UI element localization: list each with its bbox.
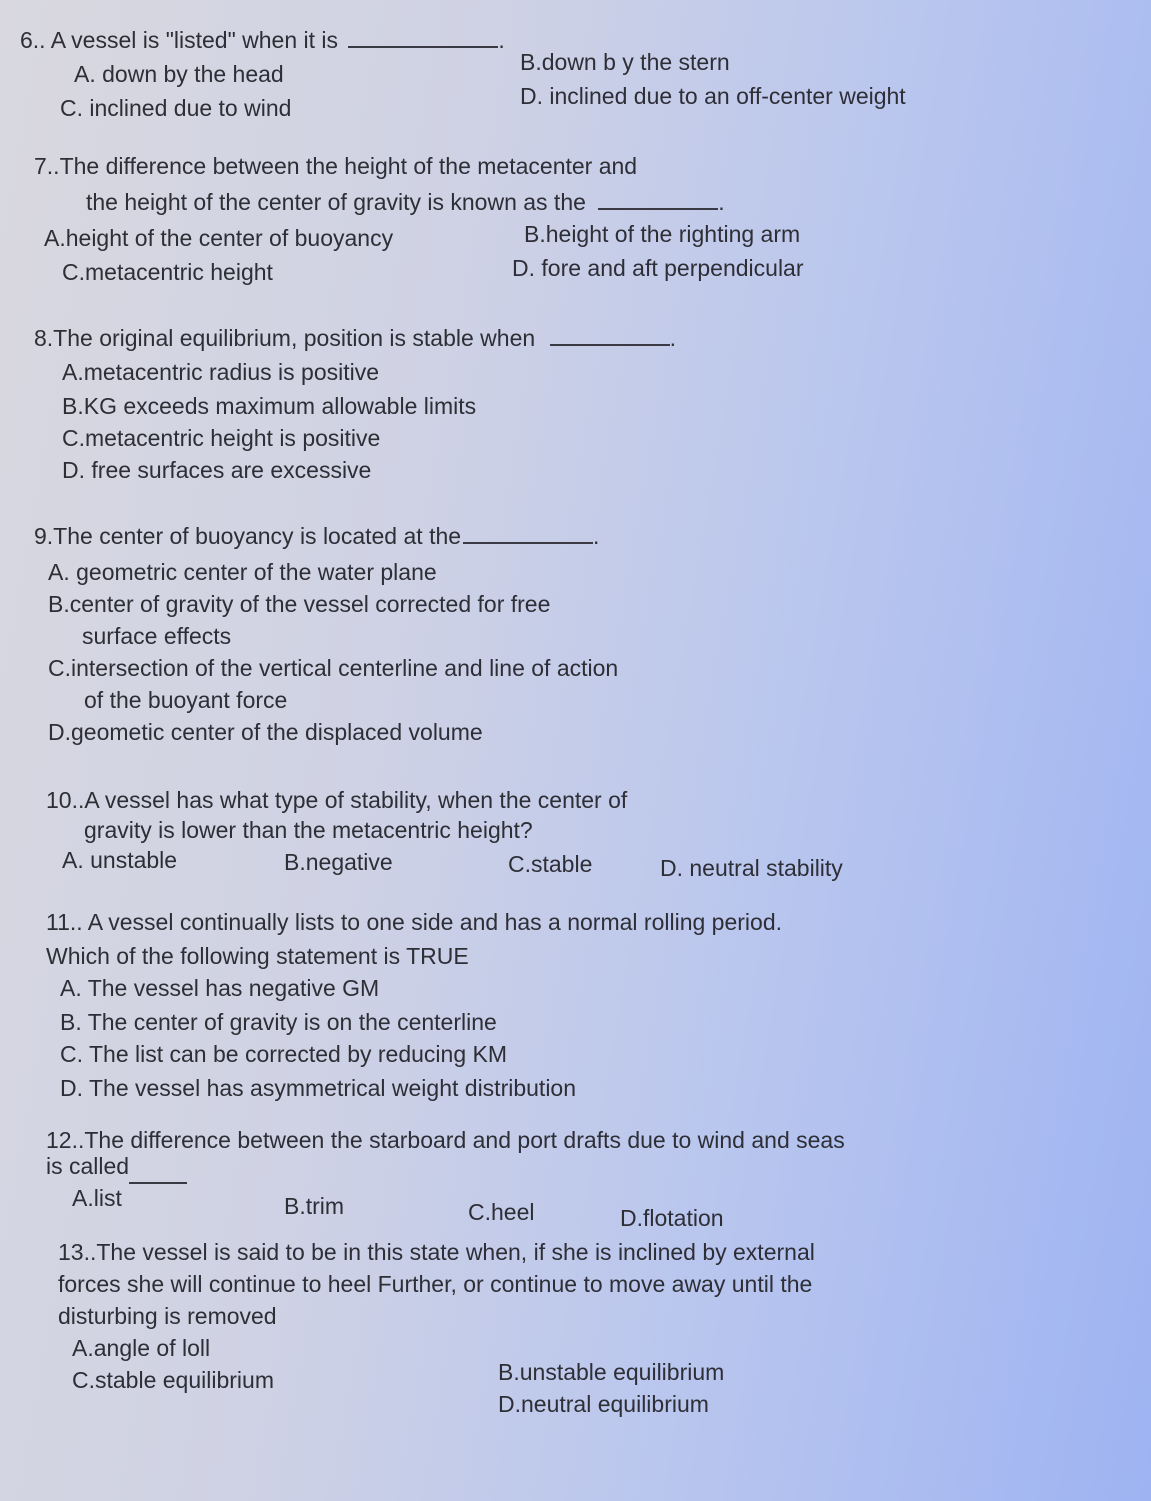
question-10-stem-line-1: 10..A vessel has what type of stability, when the center of (46, 787, 628, 813)
question-7-option-b: B.height of the righting arm (524, 221, 801, 247)
question-8-option-b: B.KG exceeds maximum allowable limits (62, 393, 477, 419)
question-8-stem-text: 8.The original equilibrium, position is stable when (34, 325, 536, 351)
question-10-option-d: D. neutral stability (660, 855, 843, 881)
question-7-option-d: D. fore and aft perpendicular (512, 255, 804, 281)
question-7-stem-line-1: 7..The difference between the height of the metacenter and (34, 153, 638, 179)
question-13-option-b: B.unstable equilibrium (498, 1359, 725, 1385)
question-12-option-a: A.list (72, 1185, 122, 1211)
question-9-option-c: C.intersection of the vertical centerline and line of action (48, 655, 619, 681)
question-13-option-a: A.angle of loll (72, 1335, 211, 1361)
question-11-option-d: D. The vessel has asymmetrical weight distribution (60, 1075, 577, 1101)
question-12-option-d: D.flotation (620, 1205, 724, 1231)
question-11-option-b: B. The center of gravity is on the centerline (60, 1009, 497, 1035)
question-6-option-d: D. inclined due to an off-center weight (520, 83, 906, 109)
question-10-option-a: A. unstable (62, 847, 178, 873)
question-11-stem-line-1: 11.. A vessel continually lists to one side and has a normal rolling period. (46, 909, 782, 935)
question-6-option-a: A. down by the head (74, 61, 284, 87)
question-7-blank-tail: . (718, 189, 725, 215)
question-9-option-b-continued: surface effects (82, 623, 232, 649)
question-7-stem-text: the height of the center of gravity is known as the (86, 189, 586, 215)
question-8-blank-tail: . (669, 325, 676, 351)
question-8-option-c: C.metacentric height is positive (62, 425, 381, 451)
question-13-stem-line-3: disturbing is removed (58, 1303, 277, 1329)
question-11-stem-line-2: Which of the following statement is TRUE (46, 943, 469, 969)
question-10-option-b: B.negative (284, 849, 393, 875)
question-6-stem-text: 6.. A vessel is "listed" when it is (20, 27, 339, 53)
question-9-option-c-continued: of the buoyant force (84, 687, 288, 713)
question-12-stem-line-1: 12..The difference between the starboard and port drafts due to wind and seas (46, 1127, 845, 1153)
question-9-option-a: A. geometric center of the water plane (48, 559, 437, 585)
question-8-option-d: D. free surfaces are excessive (62, 457, 372, 483)
question-12-option-b: B.trim (284, 1193, 345, 1219)
question-8-option-a: A.metacentric radius is positive (62, 359, 380, 385)
question-6-option-b: B.down b y the stern (520, 49, 730, 75)
question-11-option-a: A. The vessel has negative GM (60, 975, 380, 1001)
question-9-option-b: B.center of gravity of the vessel corrected for free (48, 591, 551, 617)
question-9-blank-tail: . (593, 523, 600, 549)
question-12-stem-text: is called (46, 1153, 130, 1179)
question-10-option-c: C.stable (508, 851, 593, 877)
question-6-blank-tail: . (498, 27, 505, 53)
question-6-option-c: C. inclined due to wind (60, 95, 292, 121)
question-12-option-c: C.heel (468, 1199, 535, 1225)
question-10-stem-line-2: gravity is lower than the metacentric height? (84, 817, 533, 843)
question-13-option-d: D.neutral equilibrium (498, 1391, 709, 1417)
question-9-option-d: D.geometic center of the displaced volume (48, 719, 483, 745)
question-13-stem-line-2: forces she will continue to heel Further, or continue to move away until the (58, 1271, 813, 1297)
question-7-option-c: C.metacentric height (62, 259, 273, 285)
question-13-stem-line-1: 13..The vessel is said to be in this state when, if she is inclined by external (58, 1239, 815, 1265)
question-9-stem-text: 9.The center of buoyancy is located at the (34, 523, 462, 549)
question-11-option-c: C. The list can be corrected by reducing KM (60, 1041, 508, 1067)
question-13-option-c: C.stable equilibrium (72, 1367, 274, 1393)
question-7-option-a: A.height of the center of buoyancy (44, 225, 394, 251)
